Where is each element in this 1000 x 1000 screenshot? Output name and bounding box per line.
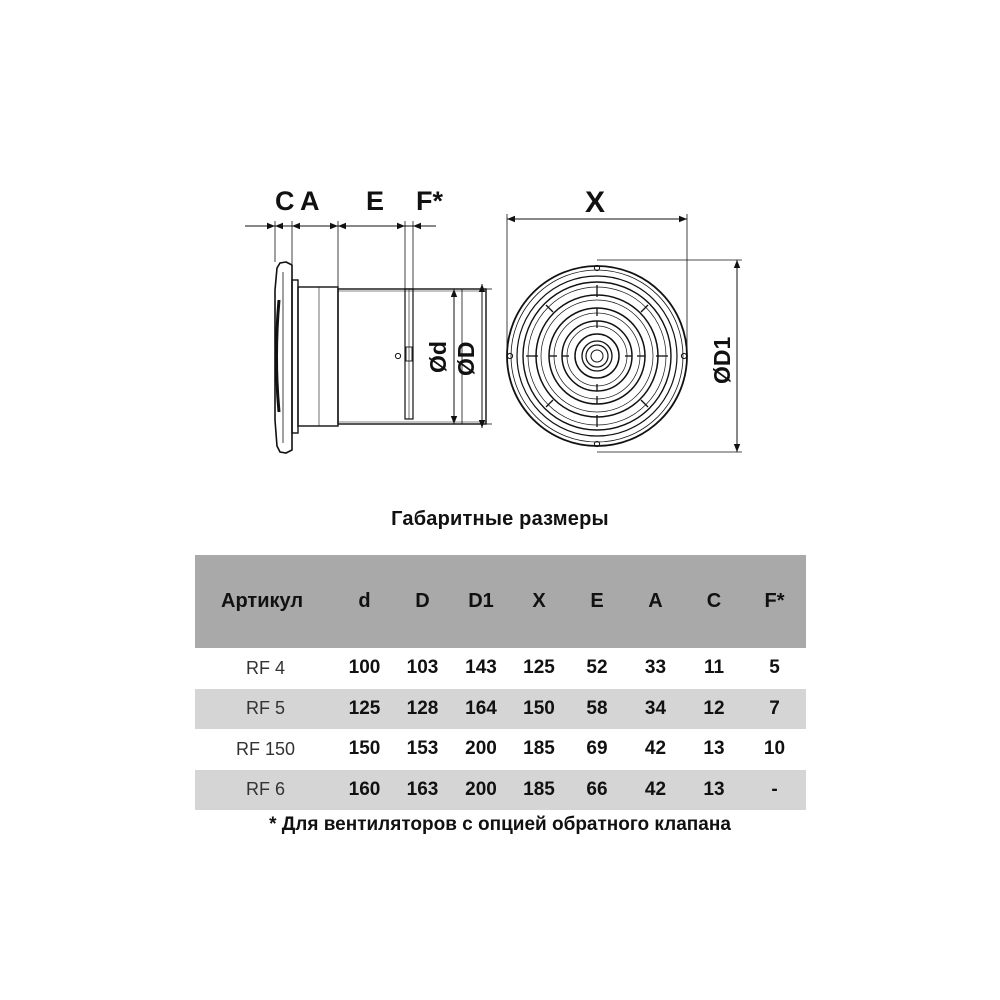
header-x: X xyxy=(510,555,568,648)
table-cell: 185 xyxy=(523,738,555,760)
table-cell: 153 xyxy=(406,738,439,760)
dim-label-d: Ød xyxy=(425,341,451,373)
table-cell: 200 xyxy=(452,770,510,811)
table-cell: 7 xyxy=(743,689,806,730)
table-cell: 69 xyxy=(586,738,608,760)
dim-label-e: E xyxy=(366,186,385,216)
table-cell: 5 xyxy=(769,657,780,679)
dim-label-x: X xyxy=(585,186,606,219)
dimensions-table xyxy=(195,555,806,810)
table-cell: 42 xyxy=(626,770,685,811)
table-cell: 185 xyxy=(510,770,568,811)
table-cell: 13 xyxy=(703,738,725,760)
table-cell: 125 xyxy=(523,657,555,679)
table-cell: 33 xyxy=(644,657,667,679)
header-e: E xyxy=(568,555,626,648)
table-cell: 125 xyxy=(336,689,393,730)
header-article: Артикул xyxy=(195,555,336,648)
dim-label-d1: ØD1 xyxy=(709,336,735,384)
table-cell: 143 xyxy=(465,657,497,679)
table-header-row xyxy=(195,555,806,648)
table-cell: RF 150 xyxy=(235,738,296,759)
header-d1: D1 xyxy=(452,555,510,648)
table-cell: 160 xyxy=(336,770,393,811)
side-dimension-labels xyxy=(275,186,479,376)
table-cell: - xyxy=(743,770,806,811)
table-cell: RF 6 xyxy=(195,770,336,811)
table-title: Габаритные размеры xyxy=(391,508,609,530)
header-c: C xyxy=(685,555,743,648)
table-cell: 34 xyxy=(626,689,685,730)
table-cell: 103 xyxy=(406,657,439,679)
table-cell: 11 xyxy=(703,657,725,679)
table-cell: RF 5 xyxy=(195,689,336,730)
side-view xyxy=(245,221,492,453)
table-row xyxy=(195,648,806,689)
dim-label-c: C xyxy=(275,186,295,216)
table-cell: 10 xyxy=(763,738,786,760)
header-big-d: D xyxy=(393,555,452,648)
table-cell: 200 xyxy=(465,738,497,760)
table-cell: RF 4 xyxy=(245,657,285,678)
dim-label-f: F* xyxy=(416,186,443,216)
table-cell: 52 xyxy=(586,657,608,679)
table-cell: 150 xyxy=(348,738,381,760)
header-f: F* xyxy=(743,555,806,648)
table-cell: 12 xyxy=(685,689,743,730)
table-row xyxy=(195,689,806,730)
table-cell: 66 xyxy=(568,770,626,811)
table-row xyxy=(195,770,806,811)
table-cell: 13 xyxy=(685,770,743,811)
table-cell: 163 xyxy=(393,770,452,811)
front-view xyxy=(507,214,742,452)
table-cell: 42 xyxy=(644,738,667,760)
table-cell: 100 xyxy=(348,657,381,679)
table-cell: 150 xyxy=(510,689,568,730)
table-cell: 58 xyxy=(568,689,626,730)
footnote: * Для вентиляторов с опцией обратного клапана xyxy=(269,814,731,835)
table-cell: 128 xyxy=(393,689,452,730)
table-cell: 164 xyxy=(452,689,510,730)
header-d: d xyxy=(336,555,393,648)
header-a: A xyxy=(626,555,685,648)
dim-label-a: A xyxy=(300,186,320,216)
table-row xyxy=(195,729,806,770)
dim-label-big-d: ØD xyxy=(453,341,479,376)
